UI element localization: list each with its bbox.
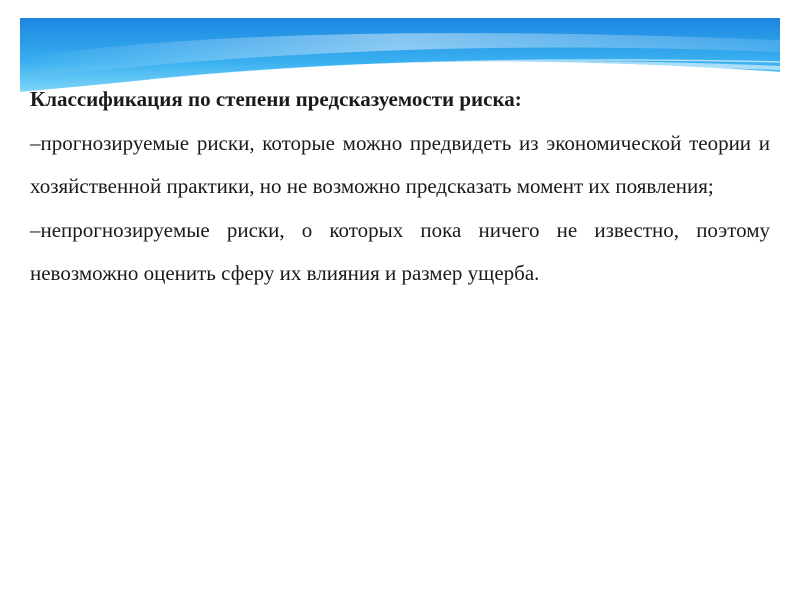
slide-heading: Классификация по степени предсказуемости риска: <box>30 87 522 111</box>
paragraph-predictable-risks: –прогнозируемые риски, которые можно предвидеть из экономической теории и хозяйственной практики, но не возможно предсказать момент их появления; <box>30 130 770 198</box>
paragraph-unpredictable-risks: –непрогнозируемые риски, о которых пока ничего не известно, поэтому невозможно оценить сферу их влияния и размер ущерба. <box>30 217 770 285</box>
slide-body <box>30 78 770 296</box>
